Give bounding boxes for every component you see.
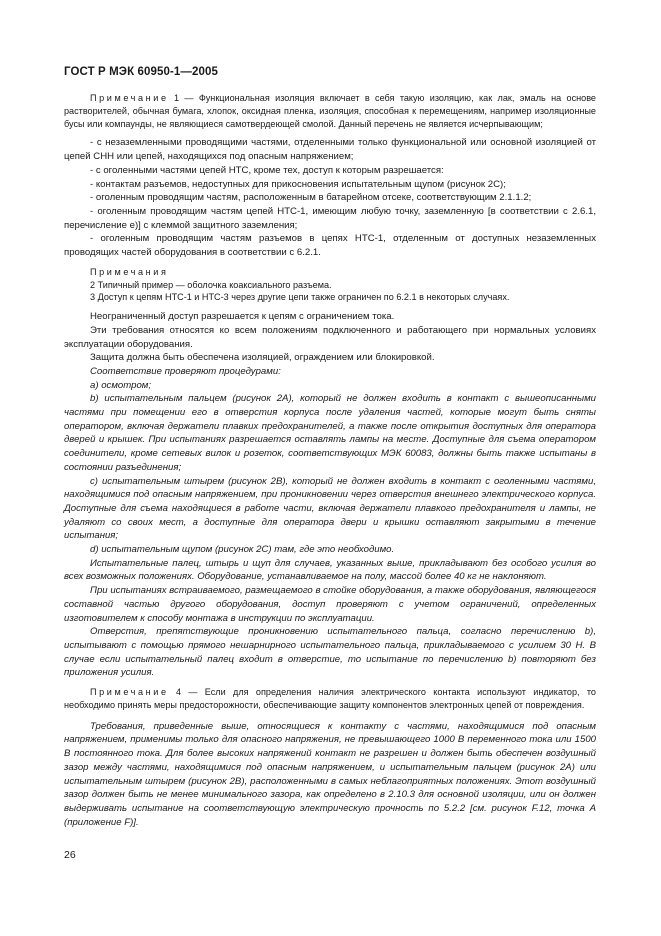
- italic-paragraph: Отверстия, препятствующие проникновению испытательного пальца, согласно перечислению b), испытывают с помощью прямого нешарнирного испытательного пальца, прикладываемого с усилием 30 Н. В случае если испытательный палец входит в отверстие, то испытание по перечислению b) повторяют без приложения усилия.: [64, 626, 596, 679]
- note-label: Примечание: [90, 687, 169, 698]
- paragraph: Эти требования относятся ко всем положениям подключенного и работающего при нормальных условиях эксплуатации оборудования.: [64, 324, 596, 350]
- italic-paragraph: Испытательные палец, штырь и щуп для случаев, указанных выше, прикладывают без особого усилия во всех возможных положениях. Оборудование, устанавливаемое на полу, массой более 40 кг не наклоняют.: [64, 557, 596, 583]
- note-1: [64, 92, 596, 130]
- procedure-c: c) испытательным штырем (рисунок 2В), который не должен входить в контакт с оголенными частями, находящимися под опасным напряжением, при проникновении через отверстия внешнего электрического корпуса. Доступные для съема находящиеся в работе части, включая держатели плавкого предохранителя и лампы, не удаляют со своих мест, а доступные для оператора двери и крышки оставляют закрытыми в течение испытания;: [64, 475, 596, 542]
- procedure-d: d) испытательным щупом (рисунок 2С) там, где это необходимо.: [90, 544, 395, 556]
- note-2: 2 Типичный пример — оболочка коаксиального разъема.: [90, 279, 332, 290]
- list-item: - оголенным проводящим частям цепей НТС-1, имеющим любую точку, заземленную [в соответствии с 2.6.1, перечисление е)] с клеммой защитного заземления;: [64, 205, 596, 231]
- compliance-intro: Соответствие проверяют процедурами:: [90, 365, 281, 377]
- note-label: Примечание: [90, 93, 169, 103]
- final-paragraph: Требования, приведенные выше, относящиеся к контакту с частями, находящимися под опасным напряжением, применимы только для опасного напряжения, не превышающего 1000 В переменного тока или 1500 В постоянного тока. Для более высоких напряжений контакт не разрешен и должен быть обеспечен воздушный зазор между частями, находящимися под опасным напряжением, и испытательным пальцем (рисунок 2А) или испытательным штырем (рисунок 2В), расположенными в самых неблагоприятных положениях. Этот воздушный зазор должен быть не менее минимального зазора, как определено в 2.10.3 для основной изоляции, или он должен выдерживать испытание на соответствующую электрическую прочность по 5.2.2 [см. рисунок F.12, точка А (приложение F)].: [64, 720, 596, 828]
- procedure-a: a) осмотром;: [90, 379, 152, 391]
- list-item: - оголенным проводящим частям разъемов в цепях НТС-1, отделенным от доступных незаземленных проводящих частей оборудования в соответствии с 6.2.1.: [64, 233, 596, 259]
- list-item: - контактам разъемов, недоступных для прикосновения испытательным щупом (рисунок 2С);: [90, 178, 506, 190]
- document-header: ГОСТ Р МЭК 60950-1—2005: [64, 66, 218, 78]
- list-item: - оголенным проводящим частям, расположенным в батарейном отсеке, соответствующим 2.1.1.2;: [90, 192, 532, 204]
- italic-paragraph: При испытаниях встраиваемого, размещаемого в стойке оборудования, а также оборудования, являющегося составной частью другого оборудования, доступ проверяют с учетом ограничений, определенных изготовителем к способу монтажа в инструкции по эксплуатации.: [64, 585, 596, 624]
- note-text: 4 — Если для определения наличия электрического контакта используют индикатор, то необходимо принять меры предосторожности, обеспечивающие защиту компонентов электронных цепей от повреждения.: [64, 687, 596, 710]
- list-item: - с оголенными частями цепей НТС, кроме тех, доступ к которым разрешается:: [90, 164, 444, 176]
- paragraph: Защита должна быть обеспечена изоляцией, ограждением или блокировкой.: [90, 352, 435, 364]
- paragraph: Неограниченный доступ разрешается к цепям с ограничением тока.: [90, 311, 395, 323]
- list-item: - с незаземленными проводящими частями, отделенными только функциональной или основной изоляцией от цепей СНН или цепей, находящихся под опасным напряжением;: [64, 137, 596, 163]
- notes-heading-text: Примечания: [90, 266, 169, 277]
- procedure-b: b) испытательным пальцем (рисунок 2А), который не должен входить в контакт с вышеописанными частями при помещении его в отверстия корпуса после удаления частей, которые могут быть сняты оператором, включая держатели плавких предохранителей, а также после открытия доступных для оператора дверей и крышек. При испытаниях разрешается оставлять лампы на месте. Доступные для съема оператором соединители, кроме сетевых вилок и розеток, соответствующих МЭК 60083, должны быть также испытаны в состоянии разъединения;: [64, 393, 596, 473]
- page-body: [64, 92, 596, 829]
- notes-heading: [64, 266, 596, 279]
- note-text: 1 — Функциональная изоляция включает в себя такую изоляцию, как лак, эмаль на основе растворителей, обычная бумага, хлопок, оксидная пленка, изоляция, способная к перемещениям, например изоляционные бусы или компаунды, не являющиеся самотвердеющей смолой. Данный перечень не является исчерпывающим;: [64, 93, 596, 129]
- page-number: 26: [64, 849, 76, 861]
- note-4: [64, 686, 596, 712]
- note-3: 3 Доступ к цепям НТС-1 и НТС-3 через другие цепи также ограничен по 6.2.1 в некоторых случаях.: [90, 292, 510, 303]
